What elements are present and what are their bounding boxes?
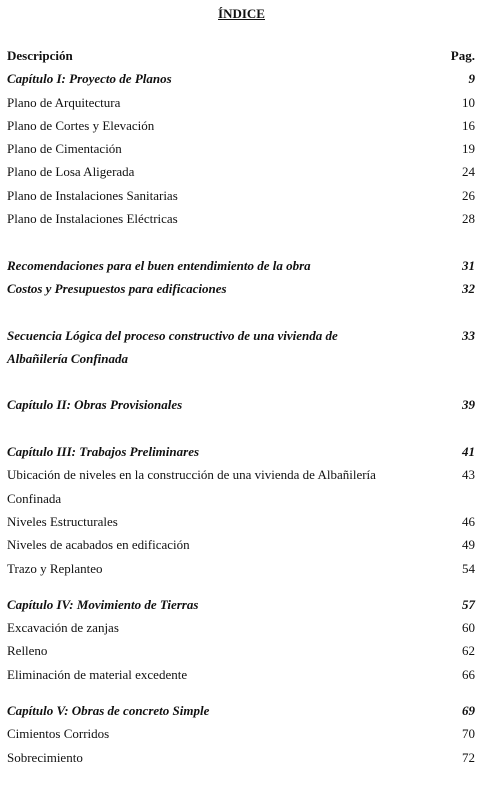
entry-label: Excavación de zanjas — [7, 620, 119, 636]
spacer — [7, 230, 477, 253]
entry-label: Capítulo I: Proyecto de Planos — [7, 71, 172, 87]
entry-label: Plano de Cortes y Elevación — [7, 117, 155, 133]
entry-page: 16 — [462, 117, 475, 133]
page-title: ÍNDICE — [218, 6, 265, 21]
spacer — [7, 580, 477, 593]
toc-entry — [7, 114, 477, 137]
entry-label: Ubicación de niveles en la construcción de una vivienda de Albañilería Confinada — [7, 467, 376, 506]
entry-page: 49 — [462, 537, 475, 553]
toc-entry — [7, 533, 477, 556]
entry-label: Recomendaciones para el buen entendimiento de la obra — [7, 257, 311, 273]
entry-label: Capítulo II: Obras Provisionales — [7, 397, 183, 413]
entry-label: Plano de Losa Aligerada — [7, 164, 135, 180]
entry-label: Relleno — [7, 643, 48, 659]
entry-page: 69 — [462, 703, 475, 719]
toc-entry — [7, 160, 477, 183]
entry-page: 28 — [462, 211, 475, 227]
entry-label: Cimientos Corridos — [7, 726, 110, 742]
entry-label: Niveles Estructurales — [7, 513, 118, 529]
entry-page: 41 — [462, 444, 475, 460]
entry-label: Sobrecimiento — [7, 749, 83, 765]
entry-label: Plano de Instalaciones Sanitarias — [7, 187, 178, 203]
spacer — [7, 300, 477, 323]
entry-label: Capítulo III: Trabajos Preliminares — [7, 444, 200, 460]
toc-section-entry — [7, 324, 477, 371]
entry-page: 39 — [462, 397, 475, 413]
toc-entry — [7, 510, 477, 533]
table-of-contents — [7, 44, 477, 769]
toc-entry — [7, 557, 477, 580]
entry-page: 19 — [462, 141, 475, 157]
page-heading: Pag. — [450, 48, 475, 63]
entry-page: 43 — [462, 467, 475, 483]
toc-section-entry — [7, 277, 477, 300]
entry-page: 10 — [462, 94, 475, 110]
toc-entry — [7, 639, 477, 662]
toc-header — [7, 44, 477, 67]
toc-entry — [7, 463, 477, 510]
toc-entry — [7, 184, 477, 207]
entry-page: 33 — [462, 327, 475, 343]
entry-label: Eliminación de material excedente — [7, 666, 188, 682]
entry-label: Capítulo IV: Movimiento de Tierras — [7, 596, 199, 612]
entry-label: Trazo y Replanteo — [7, 560, 103, 576]
toc-section-entry — [7, 254, 477, 277]
entry-label: Capítulo V: Obras de concreto Simple — [7, 703, 210, 719]
entry-label: Plano de Cimentación — [7, 141, 122, 157]
toc-entry — [7, 616, 477, 639]
entry-page: 31 — [462, 257, 475, 273]
chapter-4-entry — [7, 593, 477, 616]
entry-page: 57 — [462, 596, 475, 612]
entry-page: 62 — [462, 643, 475, 659]
spacer — [7, 417, 477, 440]
entry-label: Plano de Instalaciones Eléctricas — [7, 211, 178, 227]
chapter-5-entry — [7, 699, 477, 722]
spacer — [7, 370, 477, 393]
toc-entry — [7, 137, 477, 160]
entry-page: 60 — [462, 620, 475, 636]
entry-page: 24 — [462, 164, 475, 180]
entry-page: 72 — [462, 749, 475, 765]
toc-entry — [7, 746, 477, 769]
toc-entry — [7, 663, 477, 686]
description-heading: Descripción — [7, 48, 73, 63]
entry-page: 32 — [462, 280, 475, 296]
chapter-1-entry — [7, 67, 477, 90]
entry-page: 70 — [462, 726, 475, 742]
toc-entry — [7, 722, 477, 745]
entry-page: 54 — [462, 560, 475, 576]
chapter-3-entry — [7, 440, 477, 463]
toc-entry — [7, 91, 477, 114]
entry-label: Plano de Arquitectura — [7, 94, 121, 110]
entry-label: Secuencia Lógica del proceso constructivo de una vivienda de Albañilería Confinada — [7, 327, 338, 366]
entry-page: 9 — [468, 71, 475, 87]
toc-entry — [7, 207, 477, 230]
entry-page: 66 — [462, 666, 475, 682]
entry-page: 46 — [462, 513, 475, 529]
entry-label: Costos y Presupuestos para edificaciones — [7, 280, 227, 296]
entry-label: Niveles de acabados en edificación — [7, 537, 190, 553]
entry-page: 26 — [462, 187, 475, 203]
chapter-2-entry — [7, 393, 477, 416]
spacer — [7, 686, 477, 699]
